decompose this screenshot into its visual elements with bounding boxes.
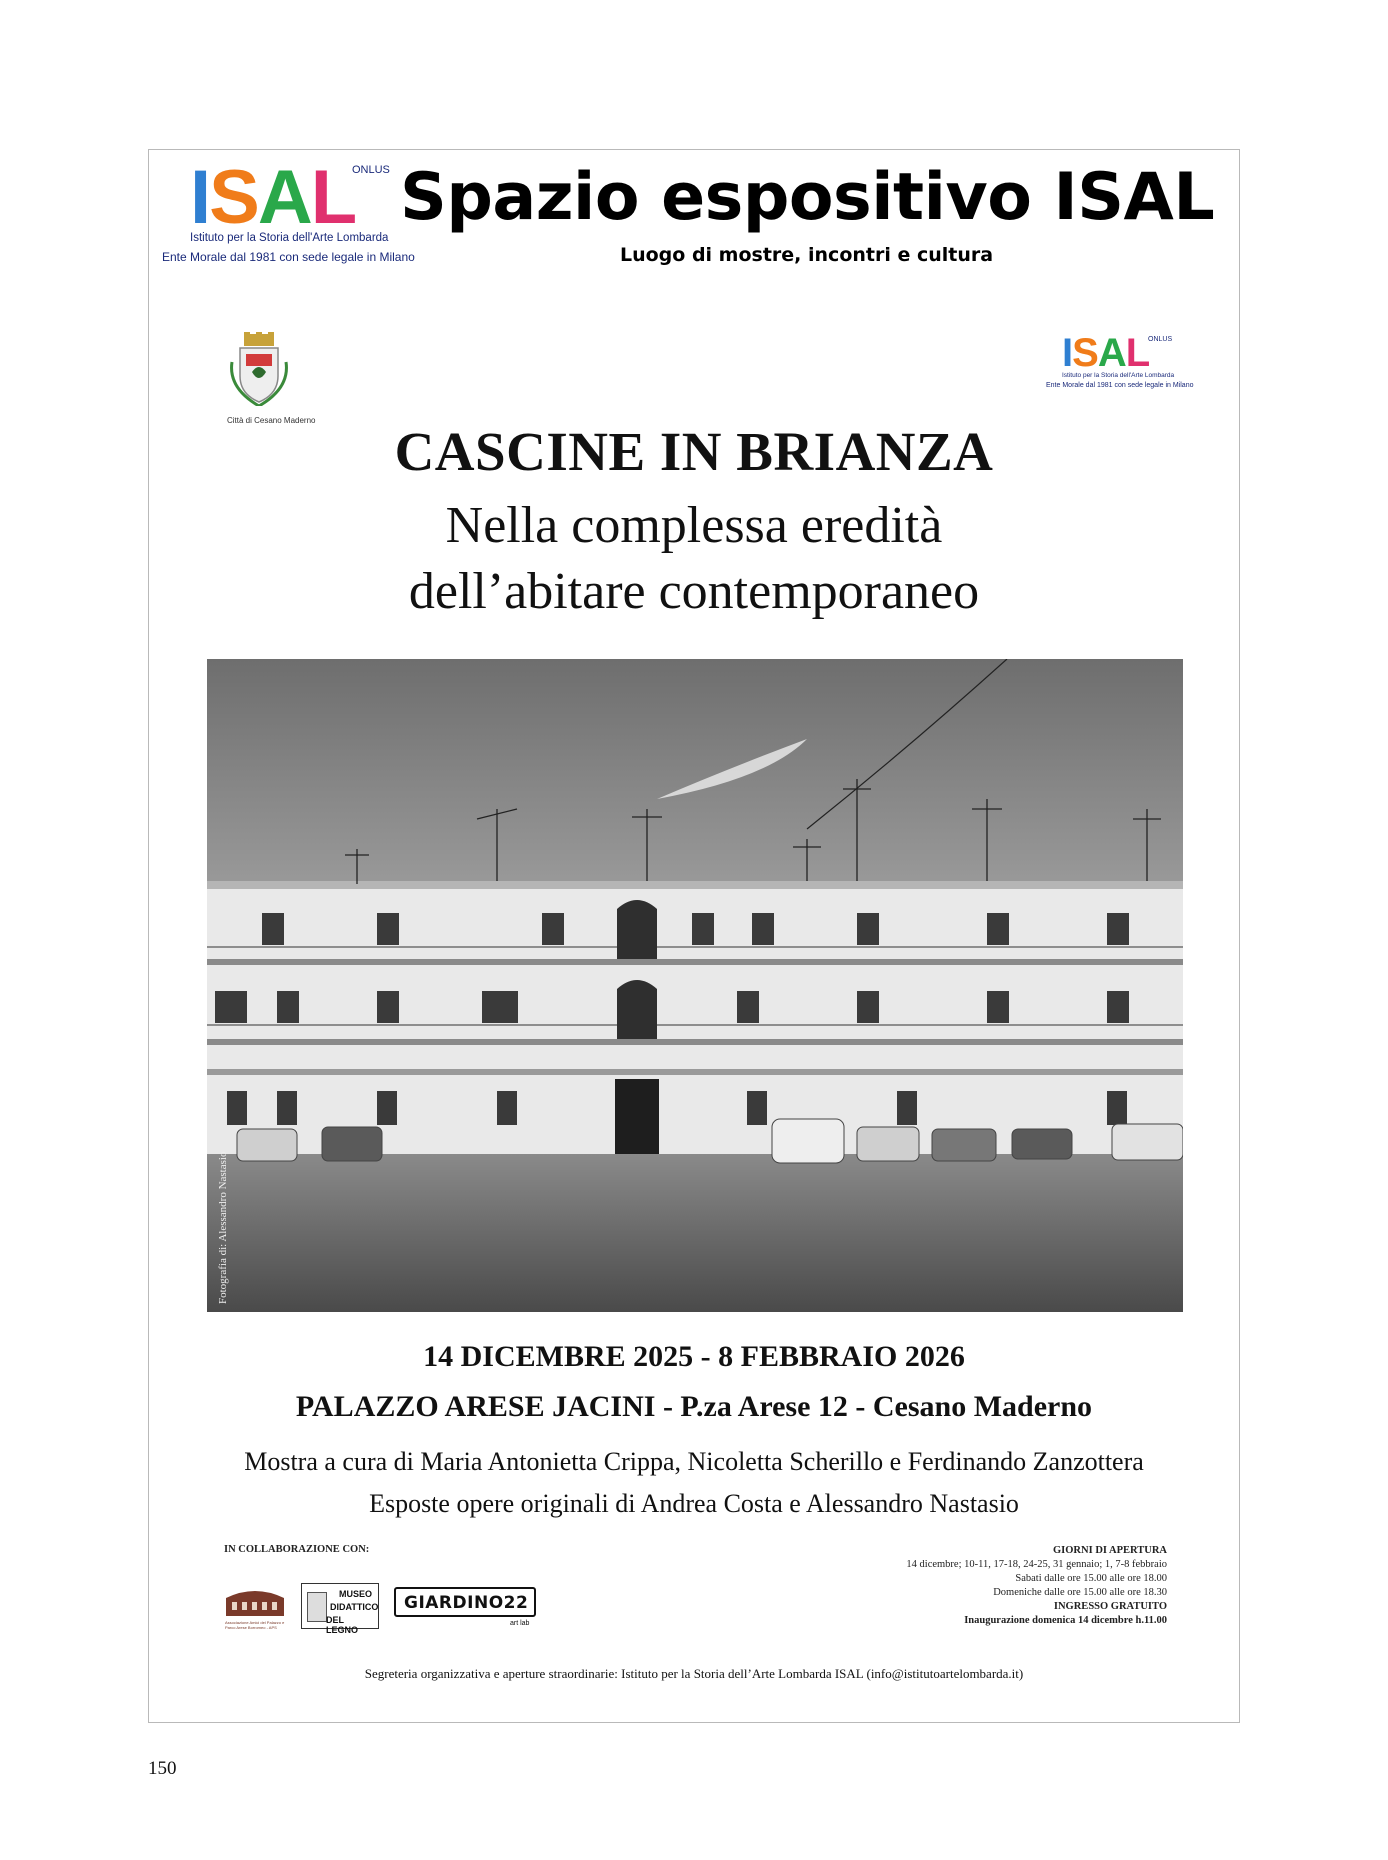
header-subtitle: Luogo di mostre, incontri e cultura — [620, 244, 994, 266]
exhibition-venue: PALAZZO ARESE JACINI - P.za Arese 12 - Cesano Maderno — [295, 1390, 1093, 1423]
isal-logo-small: ISAL — [1062, 331, 1150, 375]
header-title: Spazio espositivo ISAL — [400, 160, 1215, 235]
small-logo-onlus: ONLUS — [1148, 336, 1173, 343]
small-logo-subcaption: Ente Morale dal 1981 con sede legale in Milano — [1046, 382, 1194, 389]
organization-footer: Segreteria organizzativa e aperture straordinarie: Istituto per la Storia dell’Arte Lombarda ISAL (info@istitutoartelombarda.it) — [364, 1666, 1024, 1681]
curators: Mostra a cura di Maria Antonietta Crippa, Nicoletta Scherillo e Ferdinando Zanzottera — [244, 1447, 1144, 1476]
isal-logo: ISAL — [190, 155, 356, 240]
small-logo-caption: Istituto per la Storia dell'Arte Lombarda — [1062, 372, 1175, 379]
logo-caption: Istituto per la Storia dell'Arte Lombarda — [190, 232, 389, 244]
giardino-sublabel: art lab — [510, 1620, 530, 1627]
partner-giardino-logo: GIARDINO22 — [394, 1587, 536, 1617]
exhibition-subtitle-1: Nella complessa eredità — [445, 497, 943, 554]
city-label: Città di Cesano Maderno — [227, 416, 316, 425]
photo-credit: Fotografia di: Alessandro Nastasio — [217, 1151, 229, 1304]
opening-hours: GIORNI DI APERTURA 14 dicembre; 10-11, 17-18, 24-25, 31 gennaio; 1, 7-8 febbraio Sabati dalle ore 15.00 alle ore 18.00 Domeniche dalle ore 15.00 alle ore 18.30 INGRESSO GRATUITO Inaugurazione domenica 14 dicembre h.11.00 — [906, 1545, 1167, 1626]
coat-of-arms-icon — [228, 332, 290, 406]
partner-museo-logo: MUSEO DIDATTICO DEL LEGNO — [301, 1583, 379, 1629]
artists: Esposte opere originali di Andrea Costa e Alessandro Nastasio — [369, 1489, 1019, 1518]
exhibition-subtitle-2: dell’abitare contemporaneo — [408, 563, 980, 620]
partner-palazzo-caption: Associazione Amici del Palazzo e Parco Arese Borromeo - APS — [225, 1620, 285, 1630]
logo-onlus: ONLUS — [352, 164, 390, 176]
exhibition-title: CASCINE IN BRIANZA — [394, 421, 994, 482]
collab-label: IN COLLABORAZIONE CON: — [224, 1544, 370, 1555]
cascina-photo — [207, 659, 1183, 1312]
museo-icon — [307, 1592, 327, 1622]
logo-subcaption: Ente Morale dal 1981 con sede legale in Milano — [162, 250, 415, 264]
page-number: 150 — [148, 1758, 177, 1779]
exhibition-dates: 14 DICEMBRE 2025 - 8 FEBBRAIO 2026 — [423, 1340, 965, 1373]
